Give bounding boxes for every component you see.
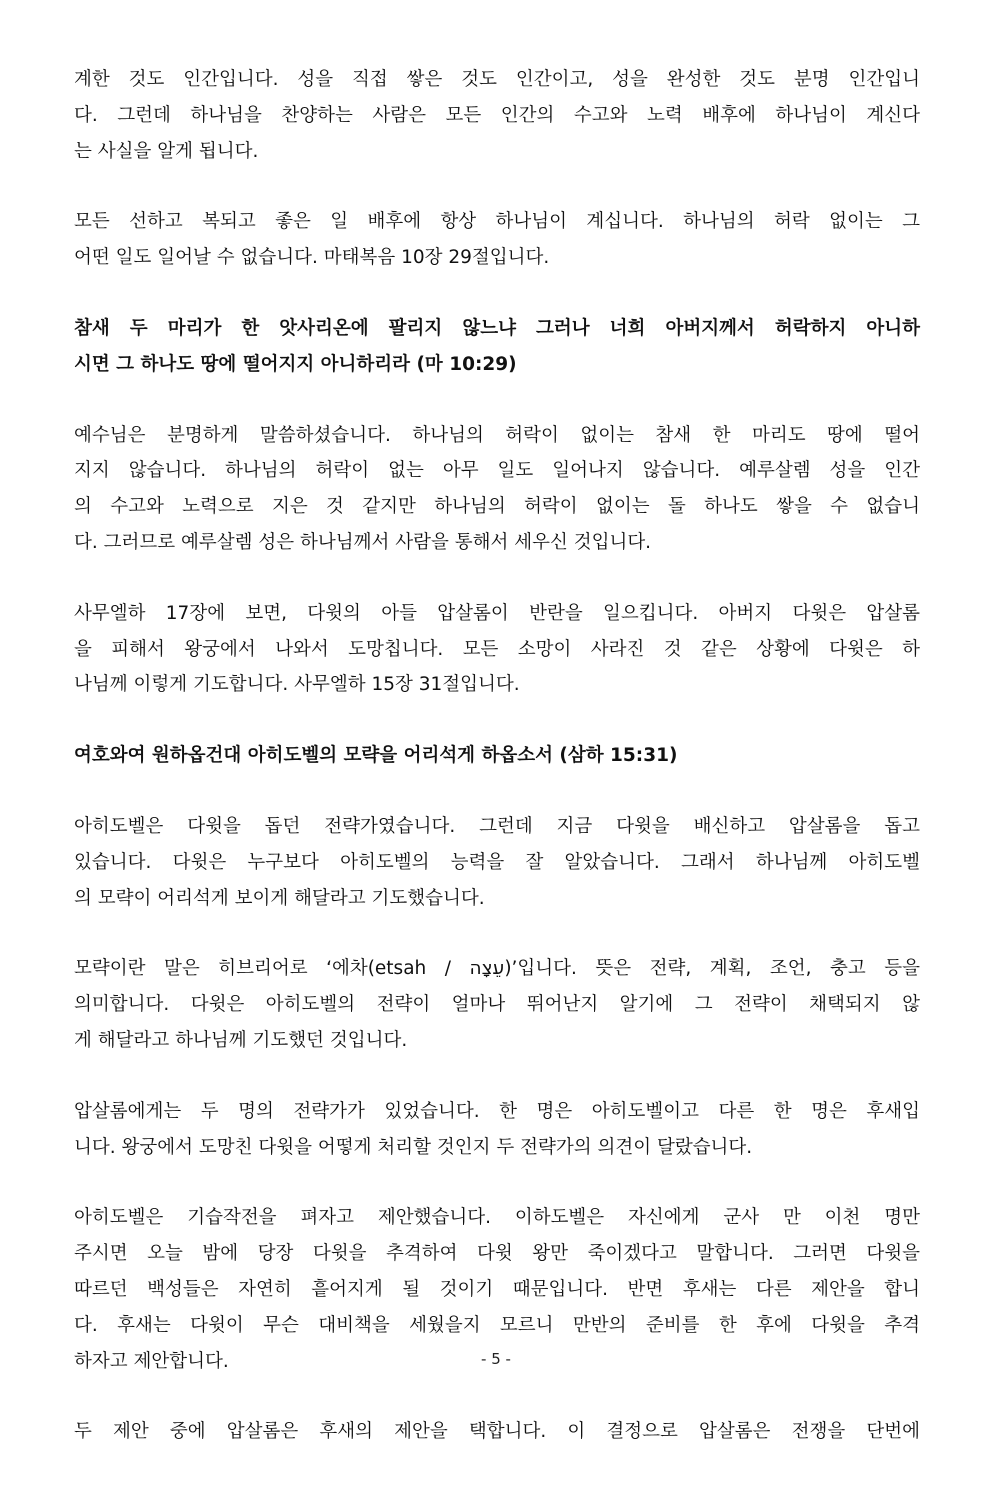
body-paragraph bbox=[74, 1414, 920, 1450]
body-paragraph bbox=[74, 418, 920, 561]
text-line: 다. 후새는 다윗이 무슨 대비책을 세웠을지 모르니 만반의 준비를 한 후에 다윗을 추격 bbox=[74, 1314, 920, 1336]
text-line: 게 해달라고 하나님께 기도했던 것입니다. bbox=[74, 1029, 408, 1051]
scripture-quote bbox=[74, 738, 920, 774]
body-paragraph bbox=[74, 951, 920, 1058]
text-line: 계한 것도 인간입니다. 성을 직접 쌓은 것도 인간이고, 성을 완성한 것도 분명 인간입니 bbox=[74, 69, 920, 90]
text-line: 의미합니다. 다윗은 아히도벨의 전략이 얼마나 뛰어난지 알기에 그 전략이 채택되지 않 bbox=[74, 994, 920, 1016]
text-line: 지지 않습니다. 하나님의 허락이 없는 아무 일도 일어나지 않습니다. 예루살렘 성을 인간 bbox=[74, 460, 920, 482]
body-paragraph bbox=[74, 596, 920, 703]
body-paragraph bbox=[74, 62, 920, 169]
text-line: 사무엘하 17장에 보면, 다윗의 아들 압살롬이 반란을 일으킵니다. 아버지 다윗은 압살롬 bbox=[74, 602, 920, 624]
text-line: 하자고 제안합니다. bbox=[74, 1350, 229, 1372]
text-line: 예수님은 분명하게 말씀하셨습니다. 하나님의 허락이 없이는 참새 한 마리도 땅에 떨어 bbox=[74, 424, 920, 446]
text-line: 모든 선하고 복되고 좋은 일 배후에 항상 하나님이 계십니다. 하나님의 허락 없이는 그 bbox=[74, 211, 920, 233]
text-line: 나님께 이렇게 기도합니다. 사무엘하 15장 31절입니다. bbox=[74, 674, 520, 696]
text-line: 여호와여 원하옵건대 아히도벨의 모략을 어리석게 하옵소서 (삼하 15:31) bbox=[74, 745, 678, 767]
text-line: 다. 그러므로 예루살렘 성은 하나님께서 사람을 통해서 세우신 것입니다. bbox=[74, 531, 652, 553]
text-line: 참새 두 마리가 한 앗사리온에 팔리지 않느냐 그러나 너희 아버지께서 허락하지 아니하 bbox=[74, 317, 920, 339]
body-paragraph bbox=[74, 809, 920, 916]
text-line: 니다. 왕궁에서 도망친 다윗을 어떻게 처리할 것인지 두 전략가의 의견이 달랐습니다. bbox=[74, 1136, 753, 1158]
text-line: 두 제안 중에 압살롬은 후새의 제안을 택합니다. 이 결정으로 압살롬은 전쟁을 단번에 bbox=[74, 1421, 920, 1443]
text-line: 있습니다. 다윗은 누구보다 아히도벨의 능력을 잘 알았습니다. 그래서 하나님께 아히도벨 bbox=[74, 851, 920, 873]
document-page bbox=[74, 62, 920, 1485]
page-number: - 5 - bbox=[481, 1350, 511, 1368]
body-paragraph bbox=[74, 204, 920, 276]
text-line: 의 수고와 노력으로 지은 것 같지만 하나님의 허락이 없이는 돌 하나도 쌓을 수 없습니 bbox=[74, 496, 920, 518]
text-line: 의 모략이 어리석게 보이게 해달라고 기도했습니다. bbox=[74, 887, 485, 909]
text-line: 압살롬에게는 두 명의 전략가가 있었습니다. 한 명은 아히도벨이고 다른 한 명은 후새입 bbox=[74, 1100, 920, 1122]
text-line: 모략이란 말은 히브리어로 ‘에차(etsah / עֵצָה)’입니다. 뜻은 전략, 계획, 조언, 충고 등을 bbox=[74, 958, 920, 980]
text-line: 주시면 오늘 밤에 당장 다윗을 추격하여 다윗 왕만 죽이겠다고 말합니다. 그러면 다윗을 bbox=[74, 1243, 920, 1265]
text-line: 따르던 백성들은 자연히 흩어지게 될 것이기 때문입니다. 반면 후새는 다른 제안을 합니 bbox=[74, 1278, 920, 1300]
text-line: 아히도벨은 기습작전을 펴자고 제안했습니다. 이하도벨은 자신에게 군사 만 이천 명만 bbox=[74, 1207, 920, 1229]
text-line: 어떤 일도 일어날 수 없습니다. 마태복음 10장 29절입니다. bbox=[74, 247, 550, 269]
text-line: 시면 그 하나도 땅에 떨어지지 아니하리라 (마 10:29) bbox=[74, 353, 517, 375]
text-line: 아히도벨은 다윗을 돕던 전략가였습니다. 그런데 지금 다윗을 배신하고 압살롬을 돕고 bbox=[74, 815, 920, 837]
text-line: 을 피해서 왕궁에서 나와서 도망칩니다. 모든 소망이 사라진 것 같은 상황에 다윗은 하 bbox=[74, 638, 920, 660]
text-line: 는 사실을 알게 됩니다. bbox=[74, 140, 259, 162]
body-paragraph bbox=[74, 1094, 920, 1166]
text-line: 다. 그런데 하나님을 찬양하는 사람은 모든 인간의 수고와 노력 배후에 하나님이 계신다 bbox=[74, 104, 920, 126]
scripture-quote bbox=[74, 311, 920, 383]
